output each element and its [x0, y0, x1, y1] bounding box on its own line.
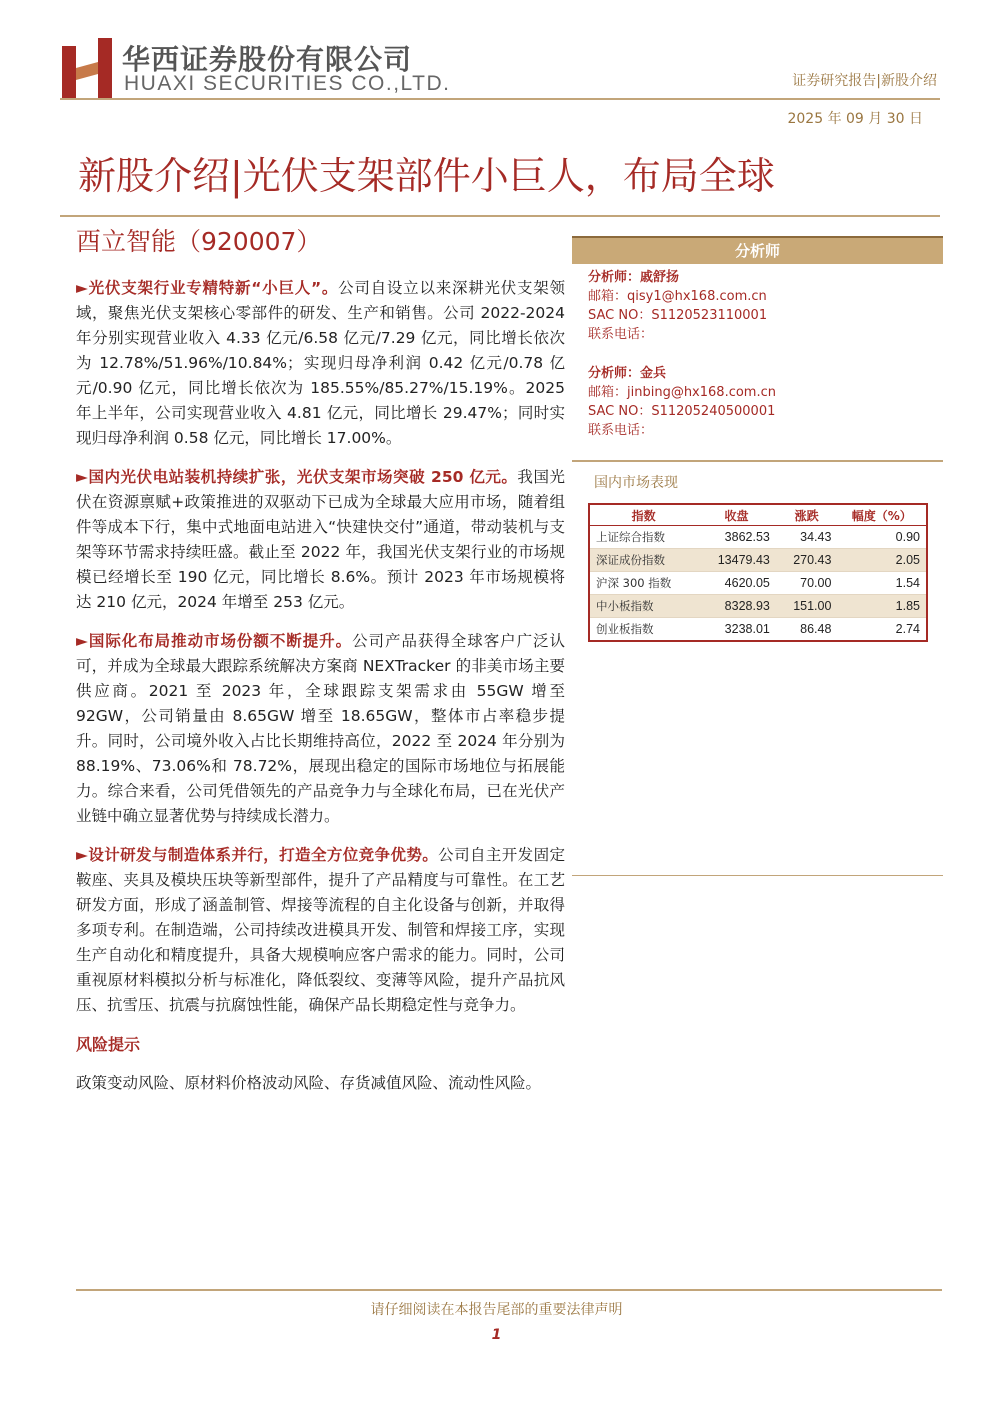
section-paragraph	[76, 465, 565, 615]
index-change: 86.48	[776, 618, 838, 642]
index-pct: 2.05	[837, 549, 927, 572]
index-close: 3862.53	[697, 526, 776, 549]
column-header: 收盘	[697, 504, 776, 526]
section-body: 公司产品获得全球客户广泛认可，并成为全球最大跟踪系统解决方案商 NEXTracker 的非美市场主要供应商。2021 至 2023 年，全球跟踪支架需求由 55GW 增至 92GW，公司销量由 8.65GW 增至 18.65GW，整体市占率稳步提升。同时，公司境外收入占比长期维持高位，2022 至 2024 年分别为 88.19%、73.06%和 78.72%，展现出稳定的国际市场地位与拓展能力。综合来看，公司凭借领先的产品竞争力与全球化布局，已在光伏产业链中确立显著优势与持续成长潜力。	[76, 632, 566, 825]
table-row	[589, 549, 927, 572]
section-heading: ►国内光伏电站装机持续扩张，光伏支架市场突破 250 亿元。	[76, 468, 518, 486]
company-ticker: 酉立智能（920007）	[76, 227, 322, 256]
footer-divider	[76, 1289, 942, 1291]
section-paragraph	[76, 843, 565, 1018]
section-heading: ►光伏支架行业专精特新“小巨人”。	[76, 279, 339, 297]
analyst-name: 分析师：戚舒扬	[588, 270, 680, 285]
page-number: 1	[491, 1327, 502, 1343]
index-pct: 1.54	[837, 572, 927, 595]
section-paragraph	[76, 276, 565, 451]
sidebar-bottom-rule	[572, 875, 943, 876]
index-name: 深证成份指数	[589, 549, 697, 572]
title-divider	[60, 215, 940, 217]
main-column	[76, 276, 565, 1110]
section-paragraph	[76, 629, 565, 829]
company-name-cn: 华西证券股份有限公司	[122, 43, 413, 76]
legal-notice: 请仔细阅读在本报告尾部的重要法律声明	[370, 1302, 623, 1318]
market-section-title: 国内市场表现	[594, 475, 678, 491]
section-body: 我国光伏在资源禀赋+政策推进的双驱动下已成为全球最大应用市场，随着组件等成本下行，集中式地面电站进入“快建快交付”通道，带动装机与支架等环节需求持续旺盛。截止至 2022 年，我国光伏支架行业的市场规模已经增长至 190 亿元，同比增长 8.6%。预计 2023 年市场规模将达 210 亿元，2024 年增至 253 亿元。	[76, 468, 565, 611]
table-row	[589, 572, 927, 595]
index-name: 中小板指数	[589, 595, 697, 618]
analyst-sac: SAC NO：S1120523110001	[588, 308, 768, 323]
index-pct: 1.85	[837, 595, 927, 618]
column-header: 涨跌	[776, 504, 838, 526]
index-close: 8328.93	[697, 595, 776, 618]
section-body: 公司自主开发固定鞍座、夹具及模块压块等新型部件，提升了产品精度与可靠性。在工艺研发方面，形成了涵盖制管、焊接等流程的自主化设备与创新，并取得多项专利。在制造端，公司持续改进模具开发、制管和焊接工序，实现生产自动化和精度提升，具备大规模响应客户需求的能力。同时，公司重视原材料模拟分析与标准化，降低裂纹、变薄等风险，提升产品抗风压、抗雪压、抗震与抗腐蚀性能，确保产品长期稳定性与竞争力。	[76, 846, 565, 1014]
sidebar-divider	[572, 460, 943, 462]
analyst-header: 分析师	[572, 238, 943, 264]
analyst-name: 分析师：金兵	[588, 366, 667, 381]
analyst-card	[588, 364, 776, 440]
company-name-en: HUAXI SECURITIES CO.,LTD.	[124, 72, 451, 95]
market-table	[588, 503, 928, 642]
section-heading: ►设计研发与制造体系并行，打造全方位竞争优势。	[76, 846, 439, 864]
index-name: 创业板指数	[589, 618, 697, 642]
risk-heading: 风险提示	[76, 1035, 141, 1054]
index-change: 70.00	[776, 572, 838, 595]
index-close: 4620.05	[697, 572, 776, 595]
index-change: 151.00	[776, 595, 838, 618]
column-header: 指数	[589, 504, 697, 526]
index-name: 上证综合指数	[589, 526, 697, 549]
index-close: 13479.43	[697, 549, 776, 572]
analyst-card	[588, 268, 767, 344]
analyst-email: 邮箱：qisy1@hx168.com.cn	[588, 289, 767, 304]
report-type-tag: 证券研究报告|新股介绍	[792, 73, 937, 89]
report-title: 新股介绍|光伏支架部件小巨人，布局全球	[78, 154, 775, 198]
index-pct: 2.74	[837, 618, 927, 642]
table-row	[589, 618, 927, 642]
report-date: 2025 年 09 月 30 日	[787, 111, 923, 127]
index-close: 3238.01	[697, 618, 776, 642]
analyst-phone: 联系电话：	[588, 423, 654, 438]
market-table-header	[589, 504, 927, 526]
header-divider	[60, 98, 940, 100]
analyst-email: 邮箱：jinbing@hx168.com.cn	[588, 385, 776, 400]
huaxi-logo-icon	[62, 38, 112, 98]
table-row	[589, 526, 927, 549]
section-body: 公司自设立以来深耕光伏支架领域，聚焦光伏支架核心零部件的研发、生产和销售。公司 2022-2024 年分别实现营业收入 4.33 亿元/6.58 亿元/7.29 亿元，同比增长依次为 12.78%/51.96%/10.84%；实现归母净利润 0.42 亿元/0.78 亿元/0.90 亿元，同比增长依次为 185.55%/85.27%/15.19%。2025 年上半年，公司实现营业收入 4.81 亿元，同比增长 29.47%；同时实现归母净利润 0.58 亿元，同比增长 17.00%。	[76, 279, 565, 447]
risk-body: 政策变动风险、原材料价格波动风险、存货减值风险、流动性风险。	[76, 1074, 542, 1092]
index-name: 沪深 300 指数	[589, 572, 697, 595]
index-change: 270.43	[776, 549, 838, 572]
table-row	[589, 595, 927, 618]
section-heading: ►国际化布局推动市场份额不断提升。	[76, 632, 353, 650]
analyst-sac: SAC NO：S1120524050000​1	[588, 404, 776, 419]
analyst-phone: 联系电话：	[588, 327, 654, 342]
index-pct: 0.90	[837, 526, 927, 549]
index-change: 34.43	[776, 526, 838, 549]
column-header: 幅度（%）	[837, 504, 927, 526]
